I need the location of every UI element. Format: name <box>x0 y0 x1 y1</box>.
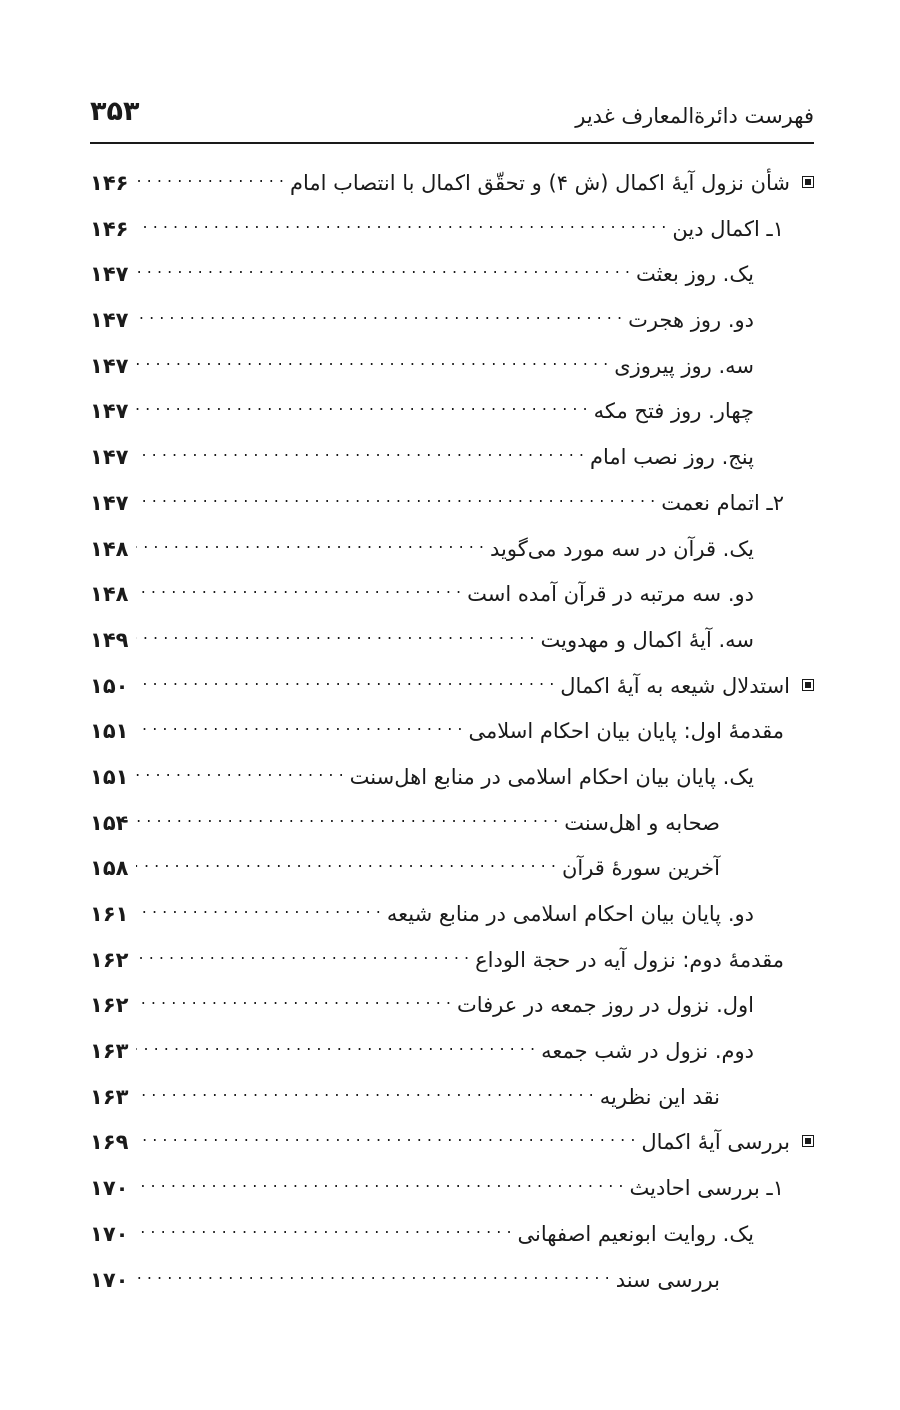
toc-entry-title: آخرین سورۀ قرآن <box>561 856 720 881</box>
toc-entry <box>90 1261 814 1307</box>
toc-entry-title: یک. روایت ابونعیم اصفهانی <box>517 1221 754 1246</box>
toc-entry <box>90 712 814 758</box>
dot-leader <box>136 575 461 601</box>
toc-entry <box>90 1032 814 1078</box>
toc-entry-title: یک. قرآن در سه مورد می‌گوید <box>490 536 754 561</box>
toc-entry-page-number: ۱۴۶ <box>90 171 129 195</box>
toc-entry-page-number: ۱۷۰ <box>90 1221 129 1246</box>
toc-entry <box>90 621 814 667</box>
toc-entry <box>90 758 814 804</box>
toc-entry <box>90 849 814 895</box>
toc-entry-page-number: ۱۴۷ <box>90 490 129 515</box>
toc-entry <box>90 392 814 438</box>
toc-entry-page-number: ۱۵۴ <box>90 810 129 835</box>
toc-entry-page-number: ۱۷۰ <box>90 1176 129 1201</box>
toc-entry-page-number: ۱۶۹ <box>90 1130 129 1155</box>
toc-entry-page-number: ۱۶۲ <box>90 993 129 1018</box>
toc-entry-page-number: ۱۴۹ <box>90 627 129 652</box>
toc-entry-title: بررسی سند <box>615 1267 720 1292</box>
dot-leader <box>136 667 554 693</box>
dot-leader <box>136 941 469 967</box>
toc-entry-title: دو. روز هجرت <box>628 308 754 333</box>
toc-entry-title: شأن نزول آیۀ اکمال (ش ۴) و تحقّق اکمال با انتصاب امام <box>290 171 790 195</box>
toc-entry-page-number: ۱۶۳ <box>90 1039 129 1064</box>
toc-entry-page-number: ۱۵۱ <box>90 719 129 744</box>
dot-leader <box>136 1169 624 1195</box>
dot-leader <box>136 347 608 373</box>
toc-entry-title: سه. روز پیروزی <box>614 353 754 378</box>
dot-leader <box>136 849 556 875</box>
dot-leader <box>136 986 451 1012</box>
toc-entry <box>90 667 814 713</box>
toc-entry-page-number: ۱۷۰ <box>90 1267 129 1292</box>
toc-entry-title: نقد این نظریه <box>599 1084 720 1109</box>
toc-entry-page-number: ۱۵۱ <box>90 764 129 789</box>
toc-entry <box>90 347 814 393</box>
toc-entry <box>90 301 814 347</box>
dot-leader <box>136 1078 594 1104</box>
toc-entry <box>90 530 814 576</box>
toc-entry <box>90 941 814 987</box>
toc-entry <box>90 1169 814 1215</box>
dot-leader <box>136 1123 635 1149</box>
dot-leader <box>136 621 535 647</box>
toc-entry-page-number: ۱۵۰ <box>90 673 129 698</box>
dot-leader <box>136 301 622 327</box>
toc-entry-page-number: ۱۴۷ <box>90 262 129 287</box>
toc-entry-title: یک. پایان بیان احکام اسلامی در منابع اهل‌سنت <box>349 764 754 789</box>
toc-entry-page-number: ۱۴۷ <box>90 308 129 333</box>
toc-entry-title: ۱ـ بررسی احادیث <box>629 1176 784 1201</box>
square-bullet-icon <box>802 679 814 691</box>
dot-leader <box>136 1032 535 1058</box>
toc-entry-title: مقدمۀ دوم: نزول آیه در حجة الوداع <box>475 947 784 972</box>
toc-entry <box>90 895 814 941</box>
page-header <box>90 92 814 144</box>
toc-entry-title: استدلال شیعه به آیۀ اکمال <box>560 673 790 698</box>
dot-leader <box>136 712 462 738</box>
toc-entry-page-number: ۱۴۸ <box>90 536 129 561</box>
dot-leader <box>136 164 284 190</box>
dot-leader <box>136 255 630 281</box>
toc-entry-page-number: ۱۴۷ <box>90 353 129 378</box>
toc-entry <box>90 575 814 621</box>
toc-entry-page-number: ۱۶۳ <box>90 1084 129 1109</box>
dot-leader <box>136 1215 512 1241</box>
toc-entry-title: بررسی آیۀ اکمال <box>641 1130 790 1155</box>
toc-entry-title: سه. آیۀ اکمال و مهدویت <box>540 627 754 652</box>
toc-entry <box>90 804 814 850</box>
square-bullet-icon <box>802 176 814 188</box>
toc-entry-page-number: ۱۴۷ <box>90 399 129 424</box>
toc-entry-page-number: ۱۴۸ <box>90 582 129 607</box>
page-number: ۳۵۳ <box>90 96 140 127</box>
toc-entry-page-number: ۱۵۸ <box>90 856 129 881</box>
toc-entry-title: دو. سه مرتبه در قرآن آمده است <box>467 582 754 607</box>
toc-entry-page-number: ۱۶۲ <box>90 947 129 972</box>
toc-entry <box>90 1078 814 1124</box>
toc-entry-page-number: ۱۶۱ <box>90 902 129 926</box>
toc-entry-page-number: ۱۴۷ <box>90 445 129 470</box>
dot-leader <box>136 392 588 418</box>
dot-leader <box>136 530 484 556</box>
toc-entry <box>90 210 814 256</box>
dot-leader <box>136 438 584 464</box>
dot-leader <box>136 895 381 921</box>
toc-entry <box>90 484 814 530</box>
toc-entry <box>90 164 814 210</box>
toc-entry <box>90 255 814 301</box>
running-title: فهرست دائرةالمعارف غدیر <box>575 104 814 128</box>
toc-entry-title: دوم. نزول در شب جمعه <box>541 1039 754 1064</box>
toc-entry-title: چهار. روز فتح مکه <box>593 399 754 424</box>
toc-entry-title: ۱ـ اکمال دین <box>672 216 784 241</box>
toc-entry-title: دو. پایان بیان احکام اسلامی در منابع شیعه <box>386 902 754 926</box>
toc-entry-page-number: ۱۴۶ <box>90 216 129 241</box>
toc-entry-title: اول. نزول در روز جمعه در عرفات <box>456 993 754 1018</box>
toc-entry <box>90 1123 814 1169</box>
dot-leader <box>136 210 666 236</box>
dot-leader <box>136 1261 610 1287</box>
toc-entry <box>90 1215 814 1261</box>
toc-entry-title: مقدمۀ اول: پایان بیان احکام اسلامی <box>468 719 784 744</box>
toc-entry-title: یک. روز بعثت <box>635 262 754 287</box>
toc-entry <box>90 438 814 484</box>
square-bullet-icon <box>802 1135 814 1147</box>
table-of-contents <box>90 164 814 1306</box>
dot-leader <box>136 484 655 510</box>
toc-entry-title: ۲ـ اتمام نعمت <box>661 490 784 515</box>
dot-leader <box>136 804 558 830</box>
dot-leader <box>136 758 344 784</box>
toc-entry-title: پنج. روز نصب امام <box>589 445 754 470</box>
toc-entry-title: صحابه و اهل‌سنت <box>564 810 720 835</box>
toc-entry <box>90 986 814 1032</box>
